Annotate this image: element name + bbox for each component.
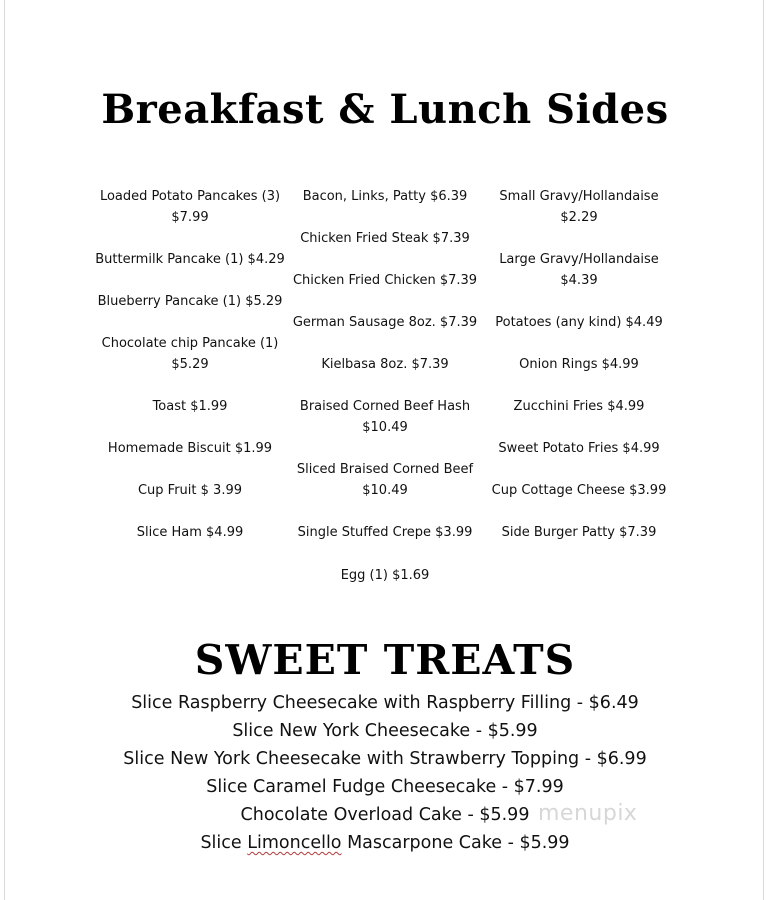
menu-item-name: Large Gravy/Hollandaise	[499, 252, 659, 267]
breakfast-lunch-sides-title: Breakfast & Lunch Sides	[101, 86, 669, 133]
menu-item-name: Onion Rings $4.99	[519, 357, 639, 372]
menu-item-price: $10.49	[362, 483, 408, 498]
menu-item-name: Chicken Fried Steak $7.39	[300, 231, 470, 246]
list-item: Slice Raspberry Cheesecake with Raspberry Filling - $6.49	[131, 693, 639, 713]
menu-item-price: $10.49	[362, 420, 408, 435]
menupix-watermark: menupix	[538, 801, 638, 826]
menu-item	[479, 438, 679, 459]
menu-item-name: Sliced Braised Corned Beef	[296, 462, 474, 477]
menu-item-name: Potatoes (any kind) $4.49	[495, 315, 663, 330]
menu-item	[90, 438, 290, 459]
sides-column-left	[90, 186, 290, 564]
menu-item	[285, 459, 485, 501]
menu-item	[479, 396, 679, 417]
menu-item	[285, 312, 485, 333]
sides-column-right	[479, 186, 679, 564]
menu-item-name: Chocolate chip Pancake (1)	[101, 336, 279, 351]
menu-item	[285, 396, 485, 438]
menu-item	[479, 249, 679, 291]
menu-item-name: Braised Corned Beef Hash	[299, 399, 471, 414]
menu-item	[90, 186, 290, 228]
menu-item-name: Zucchini Fries $4.99	[513, 399, 645, 414]
menu-item-name: Sweet Potato Fries $4.99	[498, 441, 660, 456]
menu-item-name: Homemade Biscuit $1.99	[107, 441, 273, 456]
menu-item-price: $7.99	[171, 210, 209, 225]
menu-item-price: $4.39	[560, 273, 598, 288]
menu-item-name: Cup Cottage Cheese $3.99	[491, 483, 667, 498]
menu-item-egg: Egg (1) $1.69	[340, 568, 430, 583]
menu-item	[90, 333, 290, 375]
sweet-treats-title: SWEET TREATS	[194, 636, 576, 684]
menu-item	[90, 480, 290, 501]
menu-item-name: Toast $1.99	[152, 399, 228, 414]
menu-item	[285, 228, 485, 249]
menu-item-name: Chicken Fried Chicken $7.39	[292, 273, 478, 288]
sweet-treats-list	[0, 689, 770, 857]
menu-item-name: Cup Fruit $ 3.99	[137, 483, 242, 498]
menu-item	[479, 522, 679, 543]
menu-item-name: Bacon, Links, Patty $6.39	[302, 189, 468, 204]
menu-item-price: $2.29	[560, 210, 598, 225]
list-item: Slice New York Cheesecake - $5.99	[232, 721, 538, 741]
menu-item-name: Slice Ham $4.99	[136, 525, 244, 540]
list-item: Chocolate Overload Cake - $5.99	[240, 805, 530, 825]
list-item	[0, 829, 770, 857]
menu-item	[285, 186, 485, 207]
menu-item	[285, 522, 485, 543]
item-prefix: Slice	[200, 833, 248, 853]
menu-item	[90, 522, 290, 543]
menu-item-name: Buttermilk Pancake (1) $4.29	[95, 252, 285, 267]
menu-item-name: German Sausage 8oz. $7.39	[292, 315, 478, 330]
menu-item	[90, 396, 290, 417]
item-suffix: Mascarpone Cake - $5.99	[341, 833, 570, 853]
sides-column-middle	[285, 186, 485, 564]
menu-item	[479, 312, 679, 333]
menu-item-name: Single Stuffed Crepe $3.99	[297, 525, 473, 540]
menu-item	[285, 270, 485, 291]
menu-item-name: Side Burger Patty $7.39	[501, 525, 657, 540]
list-item: Slice New York Cheesecake with Strawberry Topping - $6.99	[123, 749, 647, 769]
spellcheck-flagged-word: Limoncello	[247, 833, 342, 853]
menu-item-name: Loaded Potato Pancakes (3)	[99, 189, 281, 204]
menu-item-name: Kielbasa 8oz. $7.39	[321, 357, 449, 372]
menu-item	[285, 354, 485, 375]
list-item: Slice Caramel Fudge Cheesecake - $7.99	[206, 777, 564, 797]
menu-item-name: Small Gravy/Hollandaise	[499, 189, 659, 204]
menu-item-name: Blueberry Pancake (1) $5.29	[97, 294, 283, 309]
menu-item	[90, 249, 290, 270]
menu-item	[90, 291, 290, 312]
menu-item	[479, 186, 679, 228]
menu-item	[479, 480, 679, 501]
menu-item	[479, 354, 679, 375]
menu-item-price: $5.29	[171, 357, 209, 372]
